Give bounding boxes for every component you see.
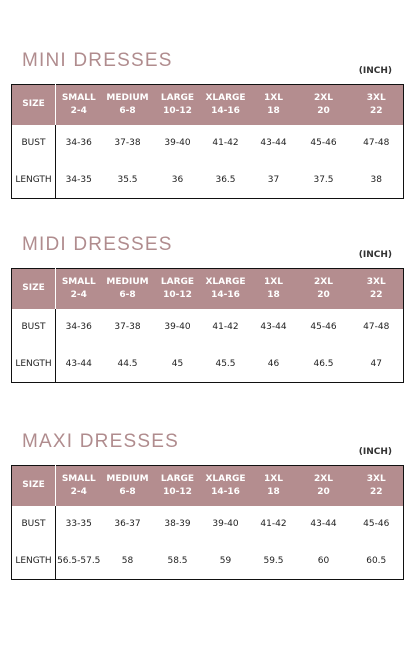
- size-col-xlarge: XLARGE 14-16: [205, 473, 246, 497]
- row-label: BUST: [12, 506, 56, 543]
- table-cell: 36: [171, 174, 184, 185]
- size-table: [11, 465, 404, 580]
- row-label: LENGTH: [12, 543, 56, 580]
- size-col-medium: MEDIUM 6-8: [106, 92, 149, 116]
- size-col-3xl: 3XL 22: [366, 276, 386, 300]
- table-row-bust: [12, 506, 404, 543]
- table-cell: 59: [219, 555, 232, 566]
- table-row-bust: [12, 125, 404, 162]
- size-col-2xl: 2XL 20: [314, 276, 333, 300]
- size-header: SIZE: [12, 85, 56, 125]
- table-cell: 45.5: [215, 358, 236, 369]
- table-cell: 37.5: [313, 174, 334, 185]
- row-label: LENGTH: [12, 346, 56, 383]
- table-cell: 41-42: [212, 138, 239, 148]
- unit-label: (INCH): [358, 250, 392, 260]
- size-col-large: LARGE 10-12: [160, 92, 195, 116]
- table-cell: 58.5: [167, 555, 188, 566]
- table-cell: 37: [267, 174, 280, 185]
- table-row-length: [12, 162, 404, 199]
- size-col-medium: MEDIUM 6-8: [106, 276, 149, 300]
- table-cell: 43-44: [310, 519, 337, 529]
- size-col-1xl: 1XL 18: [264, 276, 283, 300]
- unit-label: (INCH): [358, 447, 392, 457]
- table-cell: 39-40: [164, 322, 191, 332]
- size-table: [11, 84, 404, 199]
- table-cell: 44.5: [117, 358, 138, 369]
- size-col-2xl: 2XL 20: [314, 473, 333, 497]
- table-cell: 47: [370, 358, 382, 369]
- table-cell: 41-42: [260, 519, 287, 529]
- table-header-row: [12, 466, 404, 506]
- size-col-3xl: 3XL 22: [366, 473, 386, 497]
- table-cell: 36-37: [114, 519, 141, 529]
- table-cell: 45: [171, 358, 184, 369]
- table-cell: 41-42: [212, 322, 239, 332]
- size-table: [11, 268, 404, 383]
- table-cell: 35.5: [117, 174, 138, 185]
- table-cell: 60: [317, 555, 330, 566]
- size-col-medium: MEDIUM 6-8: [106, 473, 149, 497]
- table-cell: 46: [267, 358, 280, 369]
- table-row-bust: [12, 309, 404, 346]
- section-title: MINI DRESSES: [22, 50, 173, 71]
- table-row-length: [12, 543, 404, 580]
- size-header: SIZE: [12, 269, 56, 309]
- size-col-xlarge: XLARGE 14-16: [205, 92, 246, 116]
- table-row-length: [12, 346, 404, 383]
- table-cell: 34-36: [65, 138, 92, 148]
- table-cell: 39-40: [164, 138, 191, 148]
- table-cell: 60.5: [366, 555, 387, 566]
- size-col-xlarge: XLARGE 14-16: [205, 276, 246, 300]
- table-cell: 46.5: [313, 358, 334, 369]
- table-header-row: [12, 269, 404, 309]
- size-col-1xl: 1XL 18: [264, 92, 283, 116]
- table-cell: 45-46: [310, 322, 337, 332]
- table-cell: 43-44: [260, 138, 287, 148]
- size-col-large: LARGE 10-12: [160, 473, 195, 497]
- table-cell: 59.5: [263, 555, 284, 566]
- table-cell: 37-38: [114, 138, 141, 148]
- size-col-small: SMALL 2-4: [61, 276, 96, 300]
- table-cell: 43-44: [260, 322, 287, 332]
- table-header-row: [12, 85, 404, 125]
- row-label: BUST: [12, 309, 56, 346]
- section-title: MAXI DRESSES: [22, 431, 179, 452]
- table-cell: 33-35: [65, 519, 92, 529]
- unit-label: (INCH): [358, 66, 392, 76]
- size-col-small: SMALL 2-4: [61, 473, 96, 497]
- row-label: BUST: [12, 125, 56, 162]
- table-cell: 45-46: [363, 519, 390, 529]
- size-col-small: SMALL 2-4: [61, 92, 96, 116]
- size-col-1xl: 1XL 18: [264, 473, 283, 497]
- size-header: SIZE: [12, 466, 56, 506]
- table-cell: 37-38: [114, 322, 141, 332]
- table-cell: 34-35: [65, 174, 92, 185]
- table-cell: 45-46: [310, 138, 337, 148]
- section-title: MIDI DRESSES: [22, 234, 173, 255]
- table-cell: 58: [121, 555, 134, 566]
- size-col-3xl: 3XL 22: [366, 92, 386, 116]
- table-cell: 56.5-57.5: [57, 555, 101, 566]
- table-cell: 47-48: [363, 138, 390, 148]
- table-cell: 47-48: [363, 322, 390, 332]
- table-cell: 39-40: [212, 519, 239, 529]
- row-label: LENGTH: [12, 162, 56, 199]
- table-cell: 43-44: [65, 358, 92, 369]
- table-cell: 36.5: [215, 174, 236, 185]
- table-cell: 38: [370, 174, 382, 185]
- table-cell: 38-39: [164, 519, 191, 529]
- size-col-large: LARGE 10-12: [160, 276, 195, 300]
- size-col-2xl: 2XL 20: [314, 92, 333, 116]
- table-cell: 34-36: [65, 322, 92, 332]
